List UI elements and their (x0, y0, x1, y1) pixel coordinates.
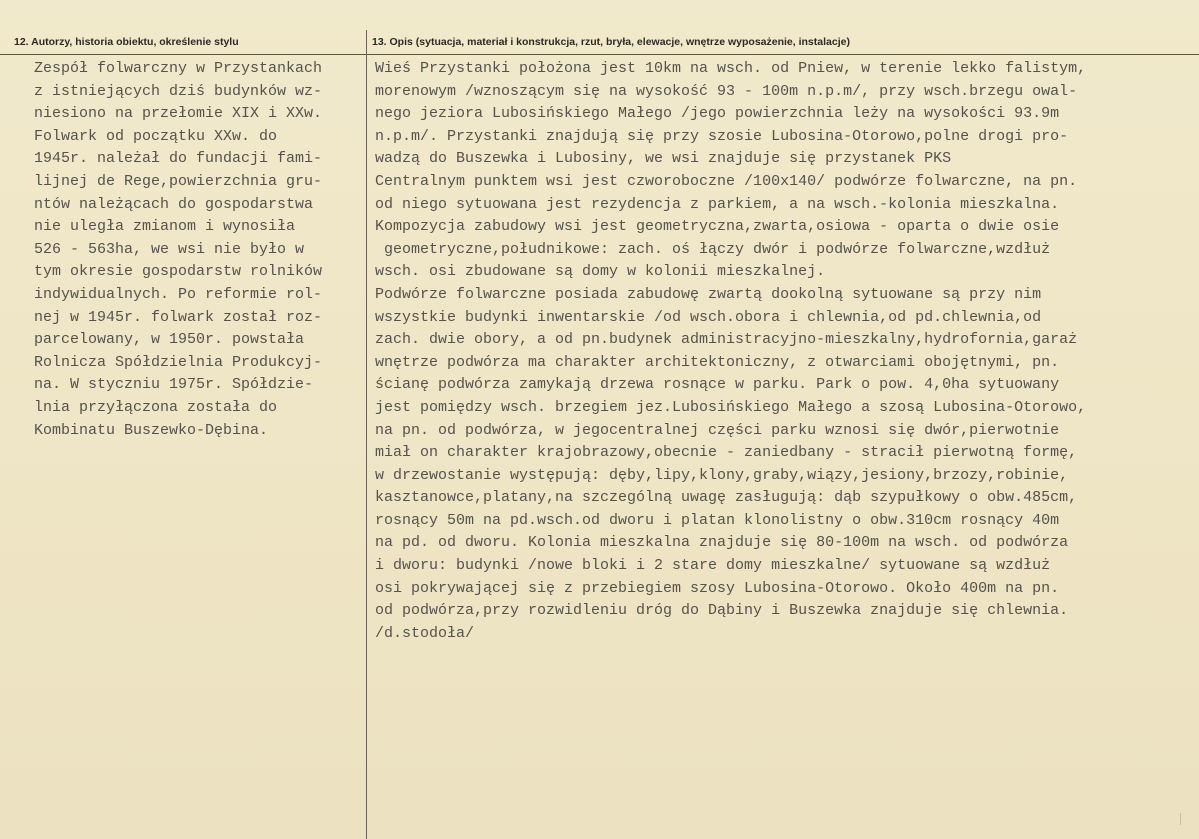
description-line: wnętrze podwórza ma charakter architektoniczny, z otwarciami obojętnymi, pn. (375, 353, 1060, 371)
description-line: /d.stodoła/ (375, 624, 475, 642)
description-line: jest pomiędzy wsch. brzegiem jez.Lubosińskiego Małego a szosą Lubosina-Otorowo, (375, 398, 1087, 416)
history-line: 526 - 563ha, we wsi nie było w (34, 240, 305, 258)
description-line: i dworu: budynki /nowe bloki i 2 stare domy mieszkalne/ sytuowane są wzdłuż (375, 557, 1051, 575)
description-line: osi pokrywającej się z przebiegiem szosy Lubosina-Otorowo. Około 400m na pn. (375, 579, 1060, 597)
history-line: indywidualnych. Po reformie rol- (34, 285, 323, 303)
section-12-heading: 12. Autorzy, historia obiektu, określenie stylu (14, 36, 239, 48)
history-line: 1945r. należał do fundacji fami- (34, 150, 323, 168)
description-line: morenowym /wznoszącym się na wysokość 93 - 100m n.p.m/, przy wsch.brzegu owal- (375, 82, 1078, 100)
history-line: parcelowany, w 1950r. powstała (34, 331, 305, 349)
description-line: od podwórza,przy rozwidleniu dróg do Dąbiny i Buszewka znajduje się chlewnia. (375, 602, 1069, 620)
description-line: ścianę podwórza zamykają drzewa rosnące w parku. Park o pow. 4,0ha sytuowany (375, 376, 1060, 394)
description-line: Wieś Przystanki położona jest 10km na wsch. od Pniew, w terenie lekko falistym, (375, 60, 1087, 77)
description-line: zach. dwie obory, a od pn.budynek administracyjno-mieszkalny,hydrofornia,garaż (375, 331, 1078, 349)
column-divider (366, 30, 367, 839)
description-line: wadzą do Buszewka i Lubosiny, we wsi znajduje się przystanek PKS (375, 150, 952, 168)
description-line: kasztanowce,platany,na szczególną uwagę zasługują: dąb szypułkowy o obw.485cm, (375, 489, 1078, 507)
history-line: na. W styczniu 1975r. Spółdzie- (34, 376, 314, 394)
section-13-heading: 13. Opis (sytuacja, materiał i konstrukcja, rzut, bryła, elewacje, wnętrze wyposażenie, instalacje) (372, 36, 850, 48)
paper-edge-mark (1180, 813, 1193, 825)
description-line: na pd. od dworu. Kolonia mieszkalna znajduje się 80-100m na wsch. od podwórza (375, 534, 1069, 552)
history-line: lijnej de Rege,powierzchnia gru- (34, 172, 323, 190)
description-line: n.p.m/. Przystanki znajdują się przy szosie Lubosina-Otorowo,polne drogi pro- (375, 127, 1069, 145)
description-line: geometryczne,południkowe: zach. oś łączy dwór i podwórze folwarczne,wzdłuż (375, 240, 1051, 258)
description-line: Centralnym punktem wsi jest czworoboczne /100x140/ podwórze folwarczne, na pn. (375, 172, 1078, 190)
history-text (34, 58, 364, 442)
history-line: Kombinatu Buszewko-Dębina. (34, 421, 269, 439)
description-line: od niego sytuowana jest rezydencja z parkiem, a na wsch.-kolonia mieszkalna. (375, 195, 1060, 213)
description-line: Kompozycja zabudowy wsi jest geometryczna,zwarta,osiowa - oparta o dwie osie (375, 218, 1060, 236)
header-divider (0, 54, 1199, 55)
history-line: Rolnicza Spółdzielnia Produkcyj- (34, 353, 323, 371)
history-line: nej w 1945r. folwark został roz- (34, 308, 323, 326)
history-line: Zespół folwarczny w Przystankach (34, 60, 323, 77)
history-line: Folwark od początku XXw. do (34, 127, 278, 145)
history-line: ntów należącach do gospodarstwa (34, 195, 314, 213)
description-line: na pn. od podwórza, w jegocentralnej części parku wznosi się dwór,pierwotnie (375, 421, 1060, 439)
history-line: tym okresie gospodarstw rolników (34, 263, 323, 281)
history-line: z istniejących dziś budynków wz- (34, 82, 323, 100)
description-line: wsch. osi zbudowane są domy w kolonii mieszkalnej. (375, 263, 826, 281)
description-line: w drzewostanie występują: dęby,lipy,klony,graby,wiązy,jesiony,brzozy,robinie, (375, 466, 1069, 484)
description-text (375, 58, 1195, 645)
history-line: nie uległa zmianom i wynosiła (34, 218, 296, 236)
description-line: rosnący 50m na pd.wsch.od dworu i platan klonolistny o obw.310cm rosnący 40m (375, 511, 1060, 529)
history-line: lnia przyłączona została do (34, 398, 278, 416)
description-line: miał on charakter krajobrazowy,obecnie - zaniedbany - stracił pierwotną formę, (375, 444, 1078, 462)
description-line: nego jeziora Lubosińskiego Małego /jego powierzchnia leży na wysokości 93.9m (375, 105, 1060, 123)
description-line: Podwórze folwarczne posiada zabudowę zwartą dookolną sytuowane są przy nim (375, 285, 1042, 303)
description-line: wszystkie budynki inwentarskie /od wsch.obora i chlewnia,od pd.chlewnia,od (375, 308, 1042, 326)
history-line: niesiono na przełomie XIX i XXw. (34, 105, 323, 123)
